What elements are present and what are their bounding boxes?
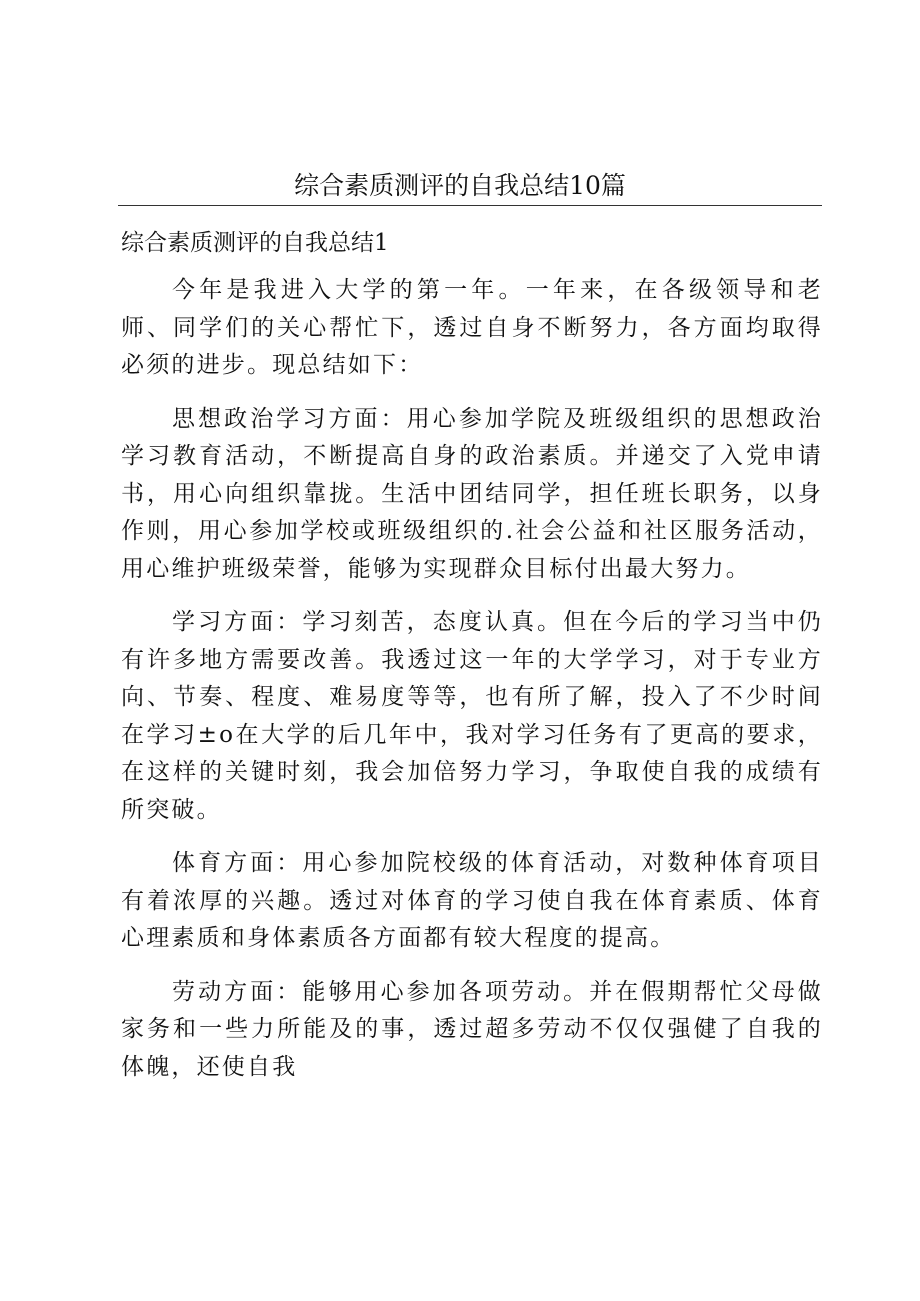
document-title: 综合素质测评的自我总结10篇 bbox=[294, 171, 626, 200]
paragraph-sports: 体育方面：用心参加院校级的体育活动，对数种体育项目有着浓厚的兴趣。透过对体育的学习使自我在体育素质、体育心理素质和身体素质各方面都有较大程度的提高。 bbox=[121, 850, 823, 951]
paragraph-political-study: 思想政治学习方面：用心参加学院及班级组织的思想政治学习教育活动，不断提高自身的政治素质。并递交了入党申请书，用心向组织靠拢。生活中团结同学，担任班长职务，以身作则，用心参加学校或班级组织的.社会公益和社区服务活动，用心维护班级荣誉，能够为实现群众目标付出最大努力。 bbox=[121, 405, 823, 582]
section-heading: 综合素质测评的自我总结1 bbox=[121, 230, 389, 256]
body-text bbox=[121, 272, 823, 1102]
title-divider bbox=[118, 205, 822, 206]
paragraph-intro: 今年是我进入大学的第一年。一年来，在各级领导和老师、同学们的关心帮忙下，透过自身不断努力，各方面均取得必须的进步。现总结如下： bbox=[121, 277, 823, 378]
paragraph-labor: 劳动方面：能够用心参加各项劳动。并在假期帮忙父母做家务和一些力所能及的事，透过超多劳动不仅仅强健了自我的体魄，还使自我 bbox=[121, 978, 823, 1080]
paragraph-study: 学习方面：学习刻苦，态度认真。但在今后的学习当中仍有许多地方需要改善。我透过这一年的大学学习，对于专业方向、节奏、程度、难易度等等，也有所了解，投入了不少时间在学习±o在大学的后几年中，我对学习任务有了更高的要求，在这样的关键时刻，我会加倍努力学习，争取使自我的成绩有所突破。 bbox=[121, 609, 823, 823]
